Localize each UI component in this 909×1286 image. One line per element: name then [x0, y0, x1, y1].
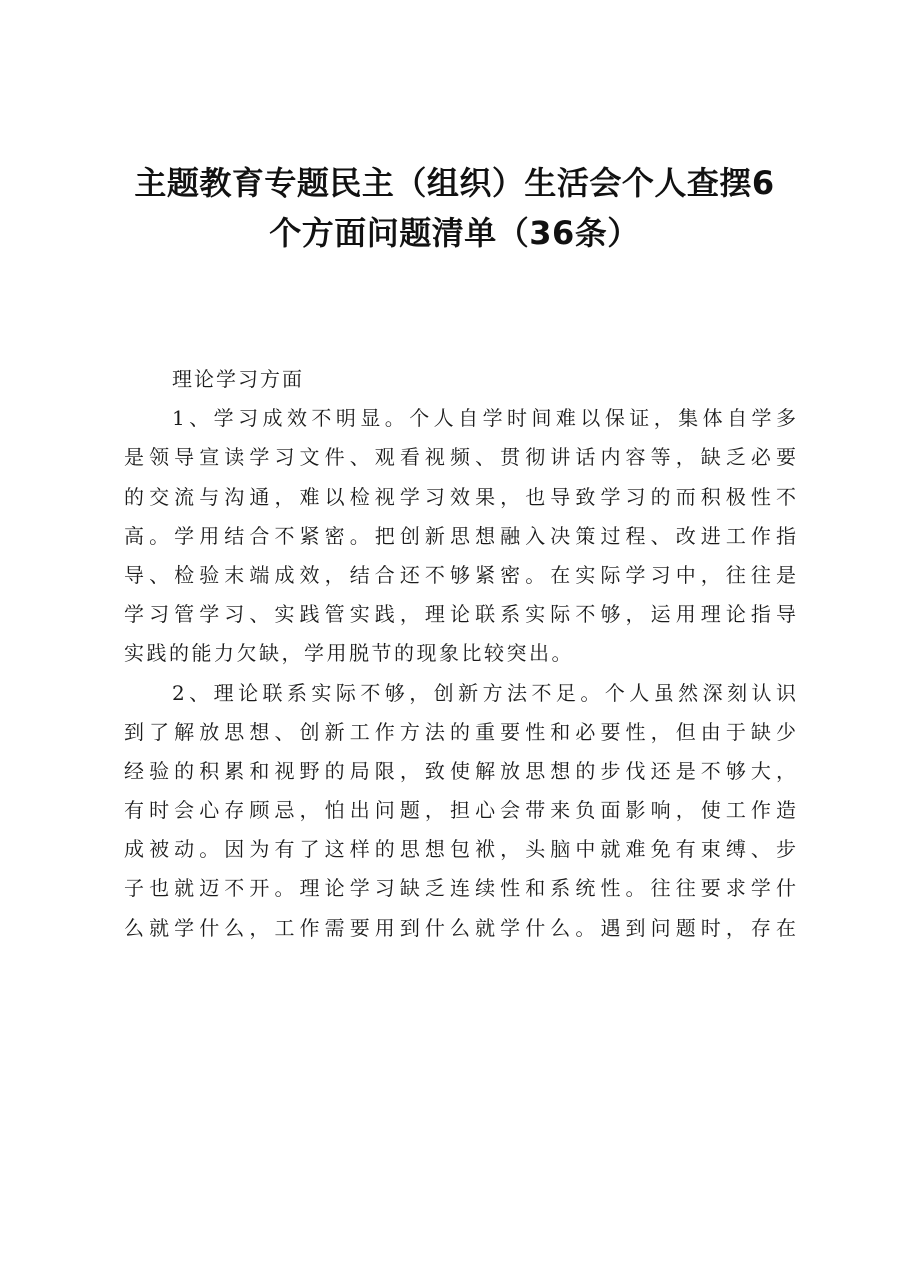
paragraph-line: 高。学用结合不紧密。把创新思想融入决策过程、改进工作指	[124, 523, 796, 548]
title-line-2: 个方面问题清单（36条）	[269, 214, 640, 252]
paragraph-line: 学习管学习、实践管实践，理论联系实际不够，运用理论指导	[124, 602, 796, 627]
paragraph-line: 导、检验末端成效，结合还不够紧密。在实际学习中，往往是	[124, 562, 796, 587]
paragraph-line: 的交流与沟通，难以检视学习效果，也导致学习的而积极性不	[124, 484, 796, 509]
paragraph-line: 子也就迈不开。理论学习缺乏连续性和系统性。往往要求学什	[124, 876, 796, 901]
document-title	[110, 158, 799, 258]
document-body	[124, 360, 796, 948]
paragraph-line: 么就学什么，工作需要用到什么就学什么。遇到问题时，存在	[124, 915, 796, 940]
section-heading: 理论学习方面	[172, 367, 304, 391]
paragraph-line: 到了解放思想、创新工作方法的重要性和必要性，但由于缺少	[124, 719, 796, 744]
paragraph-line: 经验的积累和视野的局限，致使解放思想的步伐还是不够大，	[124, 758, 796, 783]
paragraph-line: 成被动。因为有了这样的思想包袱，头脑中就难免有束缚、步	[124, 837, 796, 862]
paragraph-1	[124, 399, 796, 673]
paragraph-line: 实践的能力欠缺，学用脱节的现象比较突出。	[124, 641, 574, 666]
title-line-1: 主题教育专题民主（组织）生活会个人查摆6	[134, 164, 775, 202]
paragraph-2	[124, 674, 796, 948]
paragraph-line: 是领导宣读学习文件、观看视频、贯彻讲话内容等，缺乏必要	[124, 445, 796, 470]
paragraph-line: 1、学习成效不明显。个人自学时间难以保证，集体自学多	[172, 406, 796, 431]
paragraph-line: 2、理论联系实际不够，创新方法不足。个人虽然深刻认识	[172, 680, 796, 705]
paragraph-line: 有时会心存顾忌，怕出问题，担心会带来负面影响，使工作造	[124, 798, 796, 823]
